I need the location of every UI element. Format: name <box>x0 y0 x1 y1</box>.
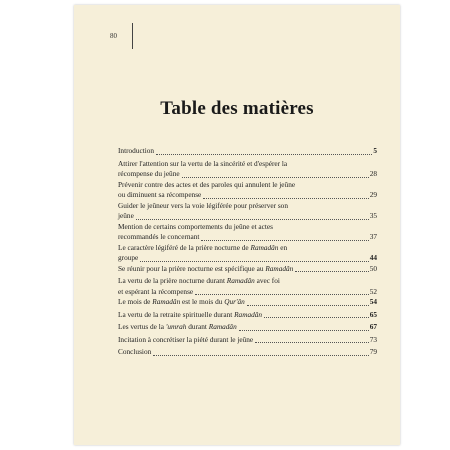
toc-entry-line <box>118 322 377 333</box>
toc-entry-text: récompense du jeûne <box>118 169 180 178</box>
toc-entry-line <box>118 146 377 157</box>
toc-entry-line <box>118 190 377 201</box>
toc-entry-text: Le mois de Ramadân est le mois du Qur'ân <box>118 297 245 306</box>
toc-page-number: 37 <box>369 232 377 241</box>
toc-page-number: 52 <box>369 286 377 296</box>
toc-page-number: 29 <box>369 190 377 199</box>
toc-entry-text: Attirer l'attention sur la vertu de la sincérité et d'espérer la <box>118 158 288 168</box>
toc-page-number: 44 <box>369 253 377 262</box>
toc-entry-text: Guider le jeûneur vers la voie légiférée pour préserver son <box>118 200 288 210</box>
toc-entry-text: Introduction <box>118 146 155 155</box>
toc-entry-text: Incitation à concrétiser la piété durant le jeûne <box>118 334 254 344</box>
toc-entry-line <box>118 211 377 222</box>
toc-page-number: 5 <box>373 146 377 155</box>
toc-page-number: 67 <box>369 322 377 331</box>
toc-entry <box>118 322 377 335</box>
toc-entry-text: groupe <box>118 253 139 262</box>
toc-entry-line <box>118 347 377 358</box>
toc-entry-line <box>118 264 377 275</box>
toc-entry-line <box>118 253 377 264</box>
toc-entry-line <box>118 310 377 321</box>
toc-entry-line <box>118 201 377 212</box>
toc-leader-dots <box>295 270 368 272</box>
toc-leader-dots <box>264 316 369 318</box>
toc-entry <box>118 347 377 360</box>
table-of-contents <box>118 146 377 360</box>
toc-leader-dots <box>156 153 372 155</box>
toc-entry <box>118 297 377 310</box>
toc-page-number: 28 <box>369 169 377 178</box>
toc-entry-text: Se réunir pour la prière nocturne est spécifique au Ramadân <box>118 263 294 273</box>
toc-entry-text: et espérant la récompense <box>118 286 194 296</box>
toc-entry-line <box>118 169 377 180</box>
toc-entry-line <box>118 276 377 287</box>
toc-entry-text: jeûne <box>118 211 134 220</box>
toc-entry-line <box>118 243 377 254</box>
page-number: 80 <box>110 32 117 40</box>
toc-entry <box>118 310 377 323</box>
toc-leader-dots <box>182 176 369 178</box>
toc-leader-dots <box>255 341 369 343</box>
toc-entry-line <box>118 287 377 298</box>
book-page <box>74 5 400 445</box>
toc-entry-line <box>118 297 377 308</box>
toc-entry-line <box>118 335 377 346</box>
toc-entry-text: La vertu de la prière nocturne durant Ramadân avec foi <box>118 276 280 285</box>
toc-entry <box>118 335 377 348</box>
toc-leader-dots <box>153 354 368 356</box>
toc-entry-line <box>118 159 377 170</box>
toc-entry-text: Prévenir contre des actes et des paroles qui annulent le jeûne <box>118 179 296 189</box>
toc-entry <box>118 276 377 297</box>
toc-page-number: 65 <box>369 309 377 319</box>
toc-entry <box>118 222 377 243</box>
toc-leader-dots <box>136 218 369 220</box>
page-title: Table des matières <box>160 98 314 119</box>
toc-entry <box>118 264 377 277</box>
gutter-line <box>132 23 133 49</box>
toc-entry <box>118 243 377 264</box>
toc-leader-dots <box>201 239 368 241</box>
toc-entry-line <box>118 232 377 243</box>
toc-entry-text: Mention de certains comportements du jeûne et actes <box>118 221 274 231</box>
toc-entry-text: La vertu de la retraite spirituelle durant Ramadân <box>118 309 263 319</box>
toc-leader-dots <box>239 329 369 331</box>
toc-page-number: 73 <box>369 334 377 344</box>
toc-entry-text: recommandés le concernant <box>118 232 200 241</box>
toc-entry <box>118 201 377 222</box>
toc-entry <box>118 159 377 180</box>
toc-entry-line <box>118 180 377 191</box>
toc-entry <box>118 180 377 201</box>
toc-leader-dots <box>203 197 368 199</box>
toc-entry-text: ou diminuent sa récompense <box>118 190 202 199</box>
toc-entry-line <box>118 222 377 233</box>
toc-leader-dots <box>195 293 369 295</box>
toc-leader-dots <box>247 304 369 306</box>
toc-page-number: 54 <box>369 297 377 306</box>
toc-entry-text: Le caractère légiféré de la prière nocturne de Ramadân en <box>118 242 288 252</box>
toc-entry <box>118 146 377 159</box>
toc-leader-dots <box>140 260 368 262</box>
toc-page-number: 50 <box>369 263 377 273</box>
toc-entry-text: Conclusion <box>118 347 152 356</box>
toc-page-number: 35 <box>369 211 377 220</box>
toc-page-number: 79 <box>369 347 377 356</box>
toc-entry-text: Les vertus de la 'umrah durant Ramadân <box>118 322 237 331</box>
